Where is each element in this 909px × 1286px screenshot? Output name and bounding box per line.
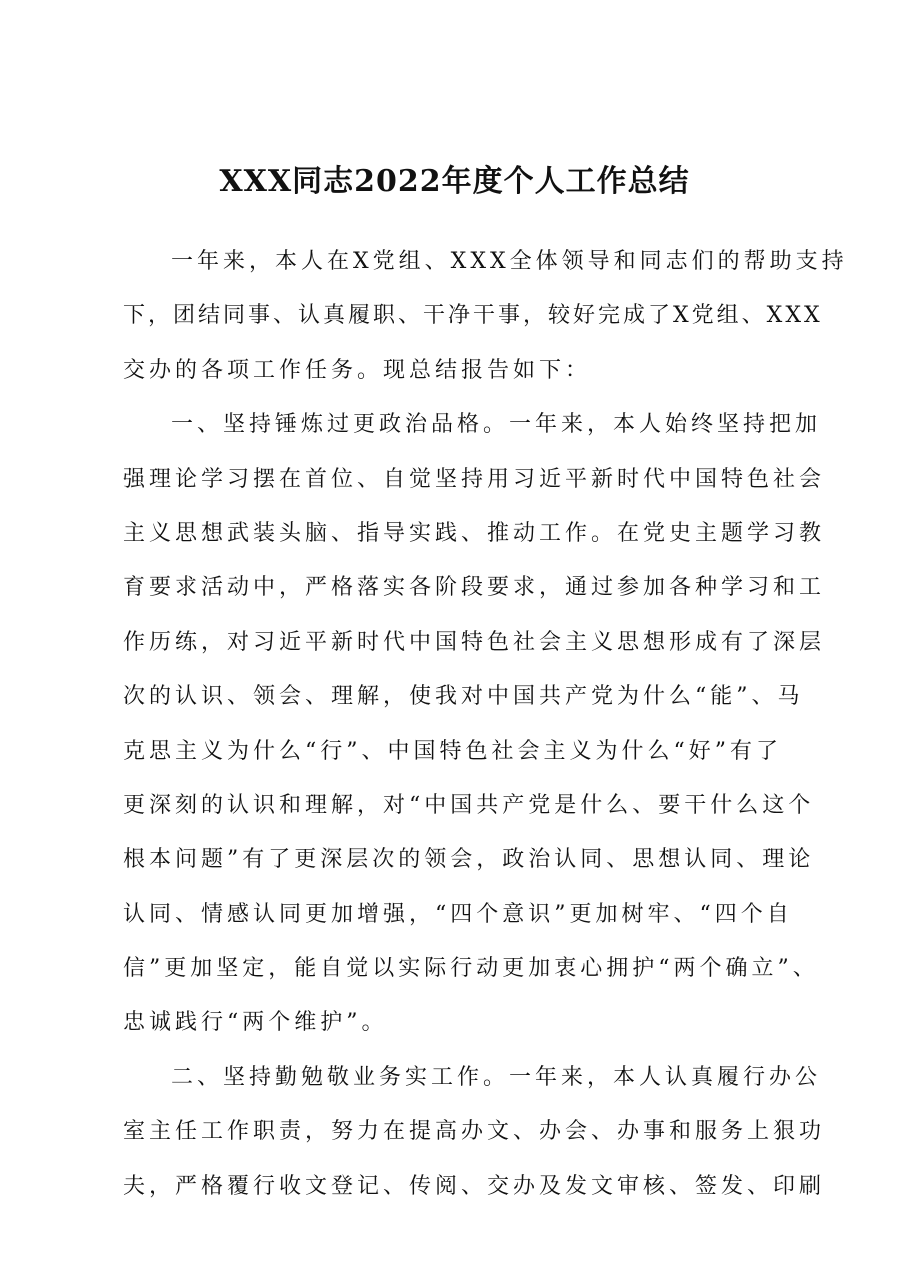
paragraph-3-line-2: 室主任工作职责，努力在提高办文、办会、办事和服务上狠功	[123, 1119, 826, 1145]
paragraph-2-line-1: 一、坚持锤炼过更政治品格。一年来，本人始终坚持把加	[171, 412, 822, 438]
paragraph-2-line-7: 克思主义为什么“行”、中国特色社会主义为什么“好”有了	[123, 738, 782, 764]
paragraph-2-line-5: 作历练，对习近平新时代中国特色社会主义思想形成有了深层	[123, 629, 826, 655]
paragraph-2-line-9: 根本问题”有了更深层次的领会，政治认同、思想认同、理论	[123, 847, 815, 873]
paragraph-2-line-11: 信”更加坚定，能自觉以实际行动更加衷心拥护“两个确立”、	[123, 956, 819, 982]
paragraph-2-line-10: 认同、情感认同更加增强，“四个意识”更加树牢、“四个自	[123, 901, 793, 927]
document-title: XXX同志2022年度个人工作总结	[219, 164, 690, 199]
paragraph-2-line-12: 忠诚践行“两个维护”。	[123, 1010, 388, 1036]
paragraph-3-line-1: 二、坚持勤勉敬业务实工作。一年来，本人认真履行办公	[171, 1064, 822, 1090]
paragraph-1-line-3: 交办的各项工作任务。现总结报告如下：	[123, 357, 592, 383]
paragraph-2-line-6: 次的认识、领会、理解，使我对中国共产党为什么“能”、马	[123, 684, 804, 710]
document-body	[123, 235, 848, 1214]
paragraph-2-line-8: 更深刻的认识和理解，对“中国共产党是什么、要干什么这个	[123, 792, 815, 818]
paragraph-3-line-3: 夫，严格覆行收文登记、传阅、交办及发文审核、签发、印刷	[123, 1173, 826, 1199]
paragraph-2-line-4: 育要求活动中，严格落实各阶段要求，通过参加各种学习和工	[123, 575, 826, 601]
paragraph-2-line-3: 主义思想武装头脑、指导实践、推动工作。在党史主题学习教	[123, 520, 826, 546]
paragraph-1-line-2: 下，团结同事、认真履职、干净干事，较好完成了X党组、XXX	[123, 303, 823, 329]
paragraph-2-line-2: 强理论学习摆在首位、自觉坚持用习近平新时代中国特色社会	[123, 466, 826, 492]
paragraph-1-line-1: 一年来，本人在X党组、XXX全体领导和同志们的帮助支持	[171, 249, 848, 274]
